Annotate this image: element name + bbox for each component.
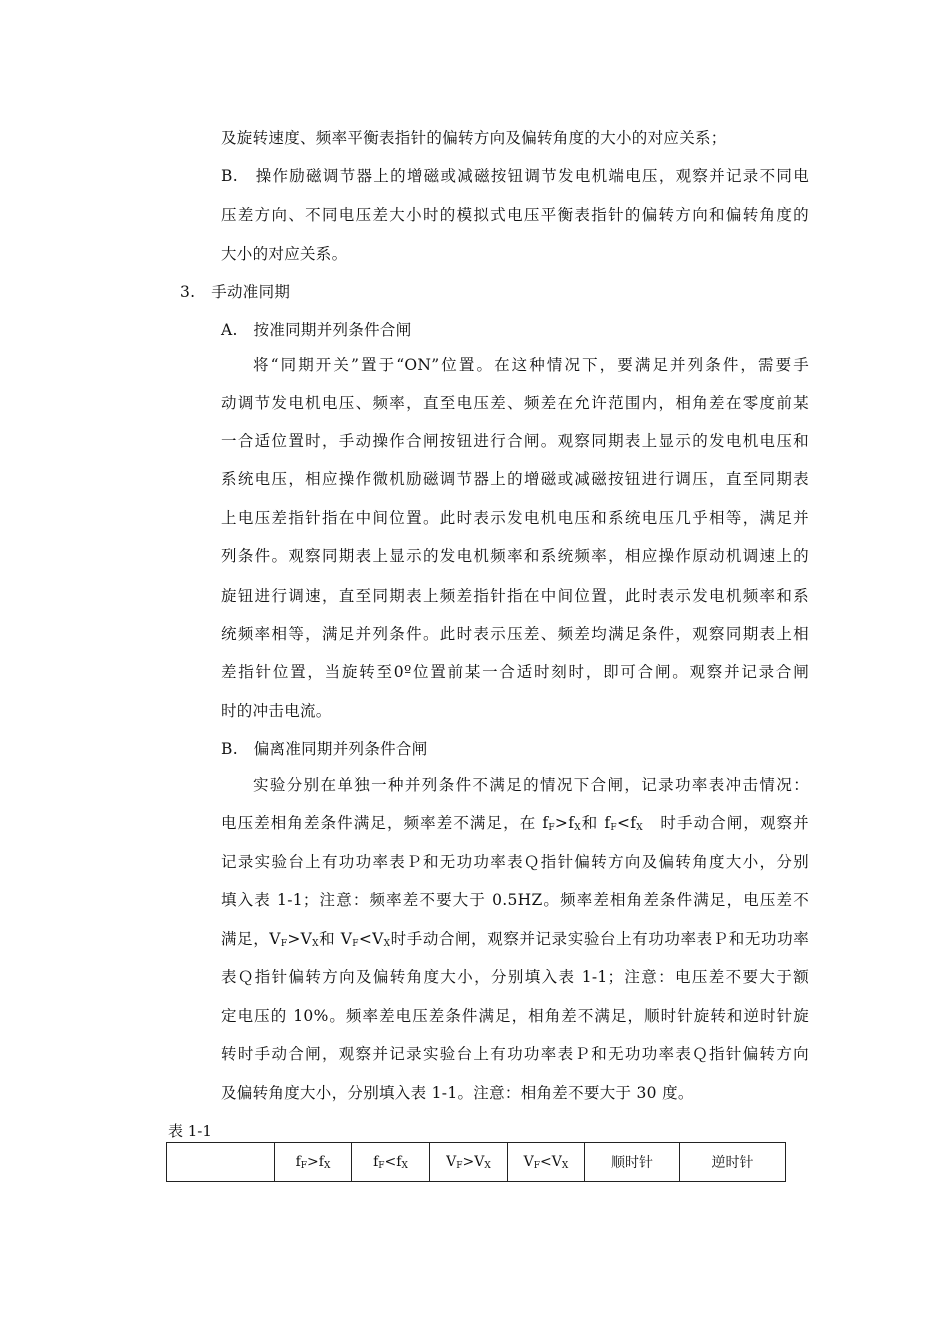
table-header-cell: $f_F>f_X$ — [275, 1143, 352, 1182]
table-header-row — [167, 1143, 786, 1182]
text-line: 将“同期开关”置于“ON”位置。在这种情况下，要满足并列条件，需要手 — [253, 356, 809, 374]
table-header-cell: 逆时针 — [680, 1143, 786, 1182]
text-line: 及偏转角度大小，分别填入表 1-1。注意：相角差不要大于 30 度。 — [221, 1084, 694, 1102]
table-header-cell: $f_F<f_X$ — [352, 1143, 430, 1182]
text-line: 列条件。观察同期表上显示的发电机频率和系统频率，相应操作原动机调速上的 — [221, 547, 809, 565]
table-header-cell: $V_F>V_X$ — [430, 1143, 508, 1182]
text-line: 统频率相等，满足并列条件。此时表示压差、频差均满足条件，观察同期表上相 — [221, 625, 809, 643]
text-line: 动调节发电机电压、频率，直至电压差、频差在允许范围内，相角差在零度前某 — [221, 394, 809, 412]
text-line: 旋钮进行调速，直至同期表上频差指针指在中间位置，此时表示发电机频率和系 — [221, 587, 809, 605]
subsection-heading: A. 按准同期并列条件合闸 — [221, 321, 412, 339]
text-line: 定电压的 10%。频率差电压差条件满足，相角差不满足，顺时针旋转和逆时针旋 — [221, 1007, 809, 1025]
text-line: 系统电压，相应操作微机励磁调节器上的增磁或减磁按钮进行调压，直至同期表 — [221, 470, 809, 488]
subsection-heading: B. 偏离准同期并列条件合闸 — [221, 740, 428, 758]
text-line: 大小的对应关系。 — [221, 245, 348, 263]
text-line: 填入表 1-1；注意：频率差不要大于 0.5HZ。频率差相角差条件满足，电压差不 — [221, 891, 809, 909]
text-line: 实验分别在单独一种并列条件不满足的情况下合闸，记录功率表冲击情况： — [253, 776, 809, 794]
text-line: 记录实验台上有功功率表Ｐ和无功功率表Ｑ指针偏转方向及偏转角度大小，分别 — [221, 853, 809, 871]
table-header-cell: 顺时针 — [585, 1143, 680, 1182]
text-line: 上电压差指针指在中间位置。此时表示发电机电压和系统电压几乎相等，满足并 — [221, 509, 809, 527]
text-line: 差指针位置，当旋转至0º位置前某一合适时刻时，即可合闸。观察并记录合闸 — [221, 663, 809, 681]
table-caption: 表 1-1 — [168, 1122, 212, 1140]
text-line: B. 操作励磁调节器上的增磁或减磁按钮调节发电机端电压，观察并记录不同电 — [221, 167, 809, 185]
text-line: 及旋转速度、频率平衡表指针的偏转方向及偏转角度的大小的对应关系； — [221, 129, 727, 147]
text-line: 电压差相角差条件满足，频率差不满足，在 $f_F>f_X$和 $f_F<f_X$ 时手动合闸，观察并 — [221, 814, 809, 833]
table-cell-empty — [167, 1143, 275, 1182]
text-line: 满足，$V_F>V_X$和 $V_F<V_X$时手动合闸，观察并记录实验台上有功功率表Ｐ和无功功率 — [221, 930, 809, 949]
table-header-cell: $V_F<V_X$ — [508, 1143, 585, 1182]
results-table — [166, 1142, 786, 1182]
section-heading: 3. 手动准同期 — [180, 283, 291, 301]
text-line: 表Ｑ指针偏转方向及偏转角度大小，分别填入表 1-1；注意：电压差不要大于额 — [221, 968, 809, 986]
text-line: 转时手动合闸，观察并记录实验台上有功功率表Ｐ和无功功率表Ｑ指针偏转方向 — [221, 1045, 809, 1063]
text-line: 时的冲击电流。 — [221, 702, 332, 720]
text-line: 一合适位置时，手动操作合闸按钮进行合闸。观察同期表上显示的发电机电压和 — [221, 432, 809, 450]
text-line: 压差方向、不同电压差大小时的模拟式电压平衡表指针的偏转方向和偏转角度的 — [221, 206, 809, 224]
